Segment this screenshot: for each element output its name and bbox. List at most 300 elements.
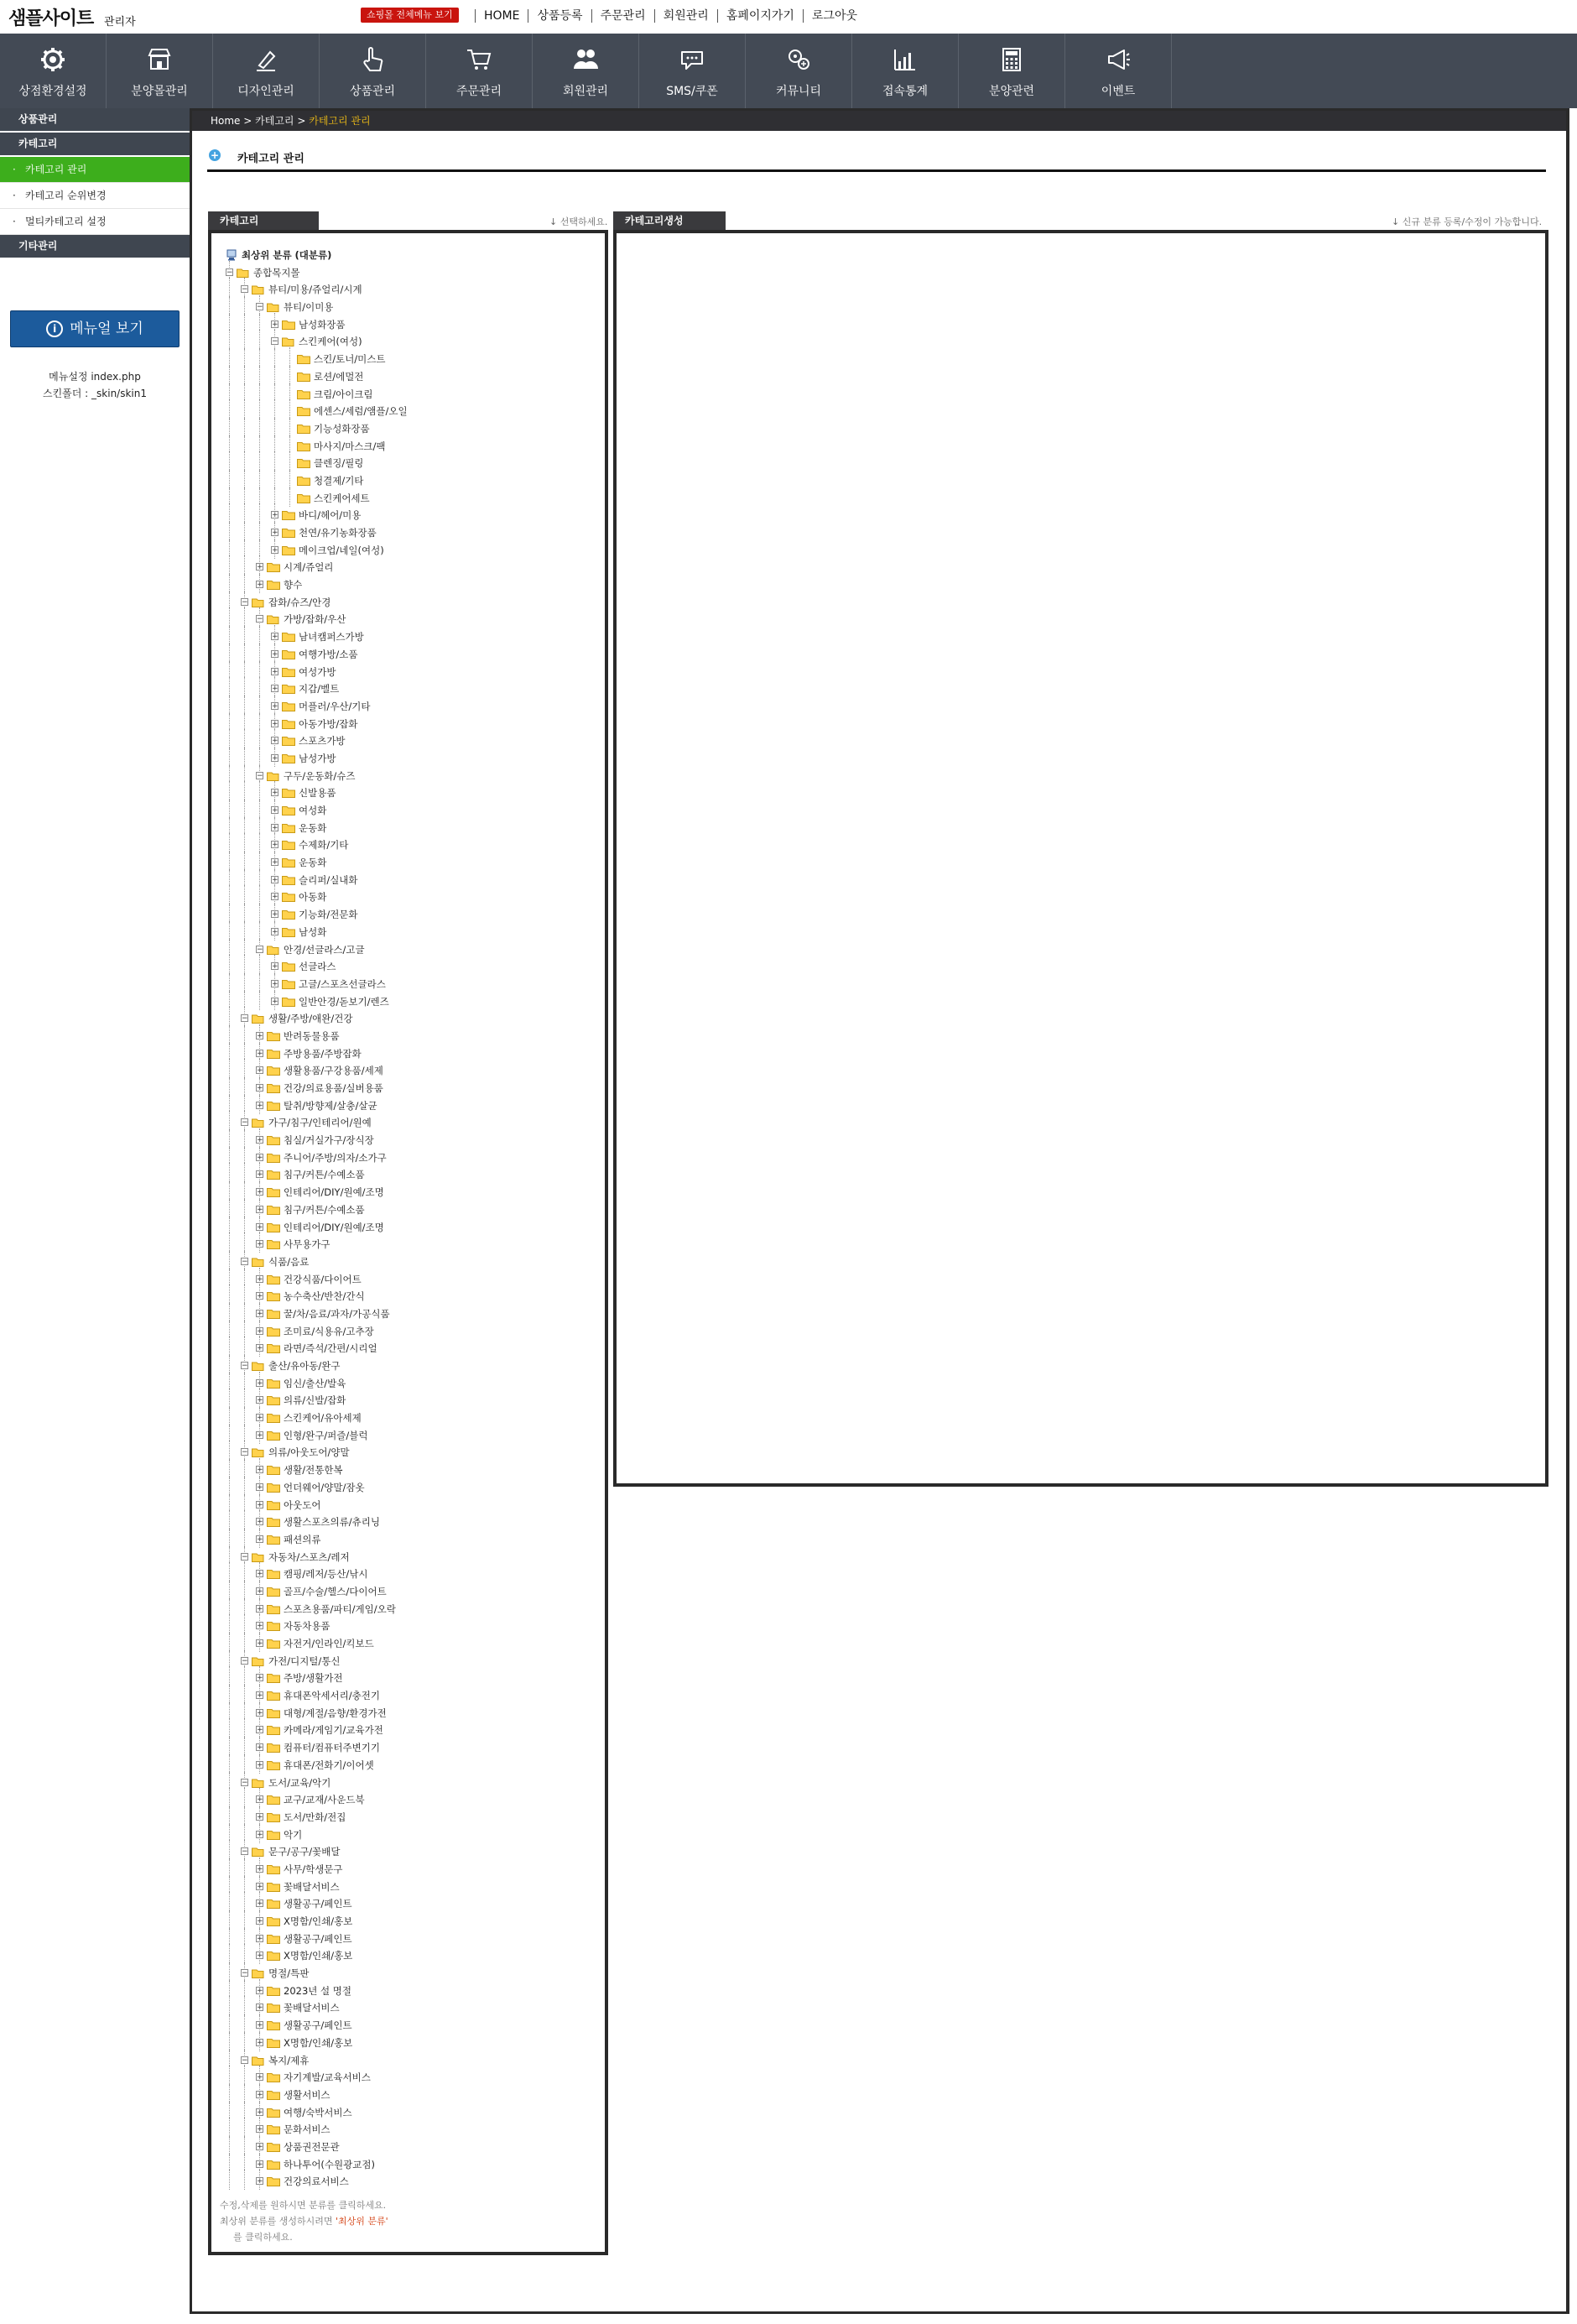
expand-toggle-icon[interactable]: + <box>257 2090 263 2099</box>
tree-node[interactable] <box>211 1010 605 1028</box>
tree-node[interactable] <box>211 1323 605 1341</box>
tree-node[interactable] <box>211 1219 605 1237</box>
collapse-toggle-icon[interactable]: − <box>257 771 263 780</box>
collapse-toggle-icon[interactable]: − <box>242 1118 248 1128</box>
collapse-toggle-icon[interactable]: − <box>257 303 263 312</box>
tree-node[interactable] <box>211 2087 605 2104</box>
nav-orders[interactable] <box>426 34 533 108</box>
folder-icon <box>267 1621 280 1631</box>
tree-node[interactable] <box>211 716 605 733</box>
tree-node[interactable] <box>211 2104 605 2122</box>
tree-node[interactable] <box>211 472 605 490</box>
tree-root[interactable] <box>211 247 605 264</box>
tree-node-label: X명함/인쇄/홍보 <box>284 2036 353 2049</box>
tree-node[interactable] <box>211 1670 605 1687</box>
expand-toggle-icon[interactable]: + <box>257 1274 263 1284</box>
tree-node[interactable] <box>211 2035 605 2052</box>
tree-node-label: 인형/완구/퍼즐/블럭 <box>284 1429 368 1441</box>
tree-node[interactable] <box>211 1340 605 1357</box>
tree-node-label: 침실/거실가구/장식장 <box>284 1134 374 1147</box>
tree-node[interactable] <box>211 594 605 612</box>
expand-toggle-icon[interactable]: + <box>272 719 278 728</box>
expand-toggle-icon[interactable]: + <box>257 1691 263 1701</box>
top-link-members[interactable]: 회원관리 <box>654 9 717 23</box>
top-link-product-register[interactable]: 상품등록 <box>528 9 591 23</box>
tree-node[interactable] <box>211 1271 605 1289</box>
tree-node[interactable] <box>211 420 605 438</box>
tree-node[interactable] <box>211 264 605 282</box>
expand-toggle-icon[interactable]: + <box>257 1066 263 1076</box>
users-icon <box>571 45 600 74</box>
expand-toggle-icon[interactable]: + <box>257 1917 263 1925</box>
top-link-home[interactable]: HOME <box>475 9 528 23</box>
collapse-toggle-icon[interactable]: − <box>242 1014 248 1024</box>
sidebar-item-multi-category[interactable] <box>0 209 190 235</box>
expand-toggle-icon[interactable]: + <box>257 1240 263 1249</box>
tree-node[interactable] <box>211 1253 605 1271</box>
tree-node[interactable] <box>211 386 605 404</box>
tree-node[interactable] <box>211 576 605 594</box>
tree-node[interactable] <box>211 976 605 993</box>
tree-node[interactable] <box>211 820 605 837</box>
folder-icon <box>282 719 295 729</box>
expand-toggle-icon[interactable]: + <box>272 962 278 972</box>
tree-node[interactable] <box>211 1635 605 1653</box>
expand-toggle-icon[interactable]: + <box>257 1622 263 1631</box>
expand-toggle-icon[interactable]: + <box>257 1170 263 1180</box>
expand-toggle-icon[interactable]: + <box>257 1031 263 1040</box>
tree-node[interactable] <box>211 2139 605 2156</box>
folder-icon <box>267 2142 280 2152</box>
tab-category[interactable]: 카테고리 <box>208 211 319 230</box>
tree-node-label: 여성화 <box>299 805 327 816</box>
expand-toggle-icon[interactable]: + <box>272 875 278 884</box>
folder-icon <box>267 1830 280 1840</box>
tree-node-label: 악기 <box>284 1828 303 1841</box>
nav-store-settings[interactable] <box>0 34 107 108</box>
tree-node-label: X명함/인쇄/홍보 <box>284 1950 353 1962</box>
expand-toggle-icon[interactable]: + <box>257 1726 263 1735</box>
top-link-logout[interactable]: 로그아웃 <box>803 9 866 23</box>
tree-guide-line <box>259 990 260 1010</box>
tree-node[interactable] <box>211 698 605 716</box>
expand-toggle-icon[interactable]: + <box>257 2073 263 2082</box>
tree-node[interactable] <box>211 1045 605 1063</box>
expand-toggle-icon[interactable]: + <box>272 979 278 988</box>
expand-toggle-icon[interactable]: + <box>257 1309 263 1318</box>
tree-node[interactable] <box>211 1809 605 1826</box>
tree-node[interactable] <box>211 1757 605 1774</box>
tree-node[interactable] <box>211 542 605 560</box>
tree-node[interactable] <box>211 1062 605 1080</box>
tree-node-label: 식품/음료 <box>268 1255 310 1268</box>
tree-guide-line <box>229 2170 230 2190</box>
expand-toggle-icon[interactable]: + <box>257 1795 263 1805</box>
tree-node[interactable] <box>211 1479 605 1497</box>
tree-node[interactable] <box>211 1166 605 1184</box>
tree-node[interactable] <box>211 1080 605 1097</box>
expand-toggle-icon[interactable]: + <box>257 1674 263 1683</box>
expand-toggle-icon[interactable]: + <box>272 649 278 659</box>
tree-node[interactable] <box>211 1462 605 1479</box>
expand-toggle-icon[interactable]: + <box>257 1518 263 1527</box>
nav-branch-related[interactable] <box>959 34 1065 108</box>
expand-toggle-icon[interactable]: + <box>257 1986 263 1995</box>
expand-toggle-icon[interactable]: + <box>272 997 278 1006</box>
expand-toggle-icon[interactable]: + <box>257 581 263 590</box>
view-all-menu-button[interactable]: 쇼핑몰 전체메뉴 보기 <box>361 8 459 23</box>
expand-toggle-icon[interactable]: + <box>272 701 278 711</box>
folder-open-icon <box>252 1778 265 1788</box>
tree-node[interactable] <box>211 1566 605 1583</box>
expand-toggle-icon[interactable]: + <box>257 1084 263 1092</box>
expand-toggle-icon[interactable]: + <box>272 858 278 868</box>
tree-node-label: 생활/전통한복 <box>284 1464 343 1477</box>
collapse-toggle-icon[interactable]: − <box>242 285 248 294</box>
tree-node[interactable] <box>211 1722 605 1739</box>
skin-folder-info: 스킨폴더 : _skin/skin1 <box>43 388 147 399</box>
expand-toggle-icon[interactable]: + <box>257 1500 263 1509</box>
nav-community[interactable] <box>746 34 852 108</box>
sidebar-section-category[interactable]: 카테고리 <box>0 133 190 157</box>
tree-node[interactable] <box>211 611 605 628</box>
expand-toggle-icon[interactable]: + <box>272 685 278 694</box>
expand-toggle-icon[interactable]: + <box>257 1101 263 1110</box>
sidebar-item-category-manage[interactable] <box>0 157 190 183</box>
tree-node[interactable] <box>211 1861 605 1878</box>
tree-node-label: 생활서비스 <box>284 2088 330 2101</box>
expand-toggle-icon[interactable]: + <box>257 1899 263 1909</box>
nav-statistics[interactable] <box>852 34 959 108</box>
collapse-toggle-icon[interactable]: − <box>226 268 233 277</box>
tree-node[interactable] <box>211 2121 605 2139</box>
tree-node[interactable] <box>211 438 605 456</box>
tree-node[interactable] <box>211 768 605 785</box>
top-link-orders[interactable]: 주문관리 <box>591 9 654 23</box>
expand-toggle-icon[interactable]: + <box>272 633 278 642</box>
expand-toggle-icon[interactable]: + <box>257 1708 263 1717</box>
tree-node[interactable] <box>211 1739 605 1757</box>
tree-node[interactable] <box>211 1878 605 1896</box>
expand-toggle-icon[interactable]: + <box>257 1830 263 1839</box>
expand-toggle-icon[interactable]: + <box>257 1812 263 1821</box>
folder-icon <box>267 1604 280 1614</box>
expand-toggle-icon[interactable]: + <box>272 320 278 329</box>
tree-node[interactable] <box>211 1114 605 1132</box>
expand-toggle-icon[interactable]: + <box>257 1222 263 1232</box>
tree-node[interactable] <box>211 281 605 299</box>
top-bar <box>0 0 1577 34</box>
expand-toggle-icon[interactable]: + <box>272 823 278 832</box>
tree-node-label: 건강식품/다이어트 <box>284 1273 362 1285</box>
folder-icon <box>282 528 295 538</box>
expand-toggle-icon[interactable]: + <box>257 1344 263 1353</box>
tree-node-label: X명함/인쇄/홍보 <box>284 1915 353 1927</box>
expand-toggle-icon[interactable]: + <box>272 910 278 920</box>
expand-toggle-icon[interactable]: + <box>257 1396 263 1405</box>
collapse-toggle-icon[interactable]: − <box>242 1552 248 1561</box>
tree-node[interactable] <box>211 1497 605 1514</box>
tree-node[interactable] <box>211 1028 605 1045</box>
tree-node[interactable] <box>211 836 605 854</box>
breadcrumb-home[interactable]: Home <box>211 115 241 127</box>
tree-node[interactable] <box>211 368 605 386</box>
expand-toggle-icon[interactable]: + <box>257 1639 263 1648</box>
tree-node[interactable] <box>211 1132 605 1149</box>
collapse-toggle-icon[interactable]: − <box>257 615 263 624</box>
nav-members[interactable] <box>533 34 639 108</box>
folder-icon <box>267 1066 280 1076</box>
tree-node[interactable] <box>211 888 605 906</box>
expand-toggle-icon[interactable]: + <box>257 2177 263 2186</box>
expand-toggle-icon[interactable]: + <box>257 563 263 572</box>
expand-toggle-icon[interactable]: + <box>257 1743 263 1753</box>
tree-node-label: 캠핑/레저/등산/낚시 <box>284 1568 368 1581</box>
tree-node[interactable] <box>211 958 605 976</box>
nav-design[interactable] <box>213 34 320 108</box>
tree-node-label: 주니어/주방/의자/소가구 <box>284 1151 387 1164</box>
expand-toggle-icon[interactable]: + <box>272 545 278 555</box>
tree-node[interactable] <box>211 299 605 316</box>
nav-events[interactable] <box>1065 34 1172 108</box>
expand-toggle-icon[interactable]: + <box>257 1292 263 1301</box>
tree-node[interactable] <box>211 1705 605 1722</box>
folder-icon <box>267 1187 280 1197</box>
tree-node-label: 생활스포츠의류/츄리닝 <box>284 1516 380 1529</box>
folder-icon <box>267 580 280 590</box>
folder-icon <box>267 1378 280 1389</box>
tree-node[interactable] <box>211 906 605 924</box>
megaphone-icon <box>1104 45 1132 74</box>
expand-toggle-icon[interactable]: + <box>272 511 278 520</box>
expand-toggle-icon[interactable]: + <box>272 667 278 676</box>
sidebar-section-etc[interactable]: 기타관리 <box>0 235 190 259</box>
tree-node-label: 의류/신발/잡화 <box>284 1394 346 1407</box>
tree-node[interactable] <box>211 1653 605 1670</box>
collapse-toggle-icon[interactable]: − <box>257 945 263 954</box>
collapse-toggle-icon[interactable]: − <box>242 1257 248 1266</box>
tree-node[interactable] <box>211 1531 605 1549</box>
tree-node[interactable] <box>211 1149 605 1167</box>
tree-node[interactable] <box>211 1687 605 1705</box>
tree-node[interactable] <box>211 872 605 889</box>
tree-node[interactable] <box>211 1983 605 2000</box>
tree-node-label: 탈취/방향제/살충/살균 <box>284 1099 377 1112</box>
folder-icon <box>282 545 295 555</box>
tree-node[interactable] <box>211 351 605 368</box>
expand-toggle-icon[interactable]: + <box>272 893 278 902</box>
tree-node[interactable] <box>211 1427 605 1445</box>
expand-toggle-icon[interactable]: + <box>257 1882 263 1891</box>
collapse-toggle-icon[interactable]: − <box>242 1656 248 1665</box>
nav-products[interactable] <box>320 34 426 108</box>
breadcrumb <box>211 111 371 131</box>
expand-toggle-icon[interactable]: + <box>257 2160 263 2169</box>
folder-open-icon <box>252 1552 265 1562</box>
tree-node[interactable] <box>211 1843 605 1861</box>
tree-node[interactable] <box>211 1999 605 2017</box>
tree-node[interactable] <box>211 1236 605 1253</box>
expand-toggle-icon[interactable]: + <box>272 841 278 850</box>
tree-node[interactable] <box>211 732 605 750</box>
folder-icon <box>267 1934 280 1944</box>
expand-toggle-icon[interactable]: + <box>257 1153 263 1162</box>
expand-toggle-icon[interactable]: + <box>257 1466 263 1475</box>
tree-node[interactable] <box>211 628 605 646</box>
tree-node[interactable] <box>211 524 605 542</box>
tree-node[interactable] <box>211 1549 605 1566</box>
expand-toggle-icon[interactable]: + <box>257 2021 263 2030</box>
expand-toggle-icon[interactable]: + <box>257 1760 263 1769</box>
nav-sms-coupon[interactable] <box>639 34 746 108</box>
tree-node[interactable] <box>211 1895 605 1913</box>
expand-toggle-icon[interactable]: + <box>272 789 278 798</box>
expand-toggle-icon[interactable]: + <box>272 927 278 936</box>
tree-node[interactable] <box>211 316 605 334</box>
expand-toggle-icon[interactable]: + <box>257 1482 263 1492</box>
folder-icon <box>297 441 310 451</box>
tree-node[interactable] <box>211 2017 605 2035</box>
breadcrumb-separator: > <box>297 115 306 127</box>
tree-node[interactable] <box>211 2173 605 2191</box>
tree-node[interactable] <box>211 1618 605 1635</box>
tree-node[interactable] <box>211 1913 605 1931</box>
tree-node[interactable] <box>211 993 605 1011</box>
tree-node[interactable] <box>211 941 605 959</box>
collapse-toggle-icon[interactable]: − <box>242 2056 248 2065</box>
folder-open-icon <box>252 1118 265 1128</box>
tree-node[interactable] <box>211 1288 605 1305</box>
tree-node[interactable] <box>211 1357 605 1375</box>
sidebar-item-category-order[interactable] <box>0 183 190 209</box>
tree-node[interactable] <box>211 559 605 576</box>
folder-icon <box>297 476 310 486</box>
collapse-toggle-icon[interactable]: − <box>242 1778 248 1787</box>
expand-toggle-icon[interactable]: + <box>257 2142 263 2151</box>
expand-toggle-icon[interactable]: + <box>272 753 278 763</box>
breadcrumb-category[interactable]: 카테고리 <box>255 115 294 127</box>
expand-toggle-icon[interactable]: + <box>257 1188 263 1197</box>
tree-node-label: 스킨케어세트 <box>314 492 370 504</box>
tree-node[interactable] <box>211 924 605 941</box>
collapse-toggle-icon[interactable]: − <box>242 1362 248 1370</box>
folder-icon <box>282 892 295 902</box>
expand-toggle-icon[interactable]: + <box>257 1570 263 1579</box>
tree-node[interactable] <box>211 1583 605 1601</box>
expand-toggle-icon[interactable]: + <box>257 1951 263 1961</box>
tree-node[interactable] <box>211 403 605 420</box>
expand-toggle-icon[interactable]: + <box>257 1326 263 1336</box>
folder-icon <box>282 805 295 815</box>
tree-node[interactable] <box>211 1601 605 1618</box>
tree-node[interactable] <box>211 646 605 664</box>
sidebar-section-products[interactable]: 상품관리 <box>0 108 190 133</box>
tree-node[interactable] <box>211 490 605 508</box>
expand-toggle-icon[interactable]: + <box>272 806 278 815</box>
tree-node[interactable] <box>211 2052 605 2070</box>
expand-toggle-icon[interactable]: + <box>257 2004 263 2013</box>
tree-node[interactable] <box>211 1184 605 1201</box>
nav-branch-mall[interactable] <box>107 34 213 108</box>
expand-toggle-icon[interactable]: + <box>257 1205 263 1214</box>
tree-node[interactable] <box>211 1791 605 1809</box>
tree-node[interactable] <box>211 1774 605 1792</box>
tree-node[interactable] <box>211 1392 605 1410</box>
collapse-toggle-icon[interactable]: − <box>242 597 248 607</box>
expand-toggle-icon[interactable]: + <box>257 1049 263 1058</box>
folder-icon <box>282 961 295 972</box>
folder-icon <box>267 2108 280 2118</box>
tree-node[interactable] <box>211 1305 605 1323</box>
expand-toggle-icon[interactable]: + <box>257 1430 263 1440</box>
expand-toggle-icon[interactable]: + <box>257 1604 263 1613</box>
folder-icon <box>267 562 280 572</box>
tree-node[interactable] <box>211 1965 605 1983</box>
tree-node[interactable] <box>211 333 605 351</box>
tree-node[interactable] <box>211 2069 605 2087</box>
nav-label: 상품관리 <box>349 85 396 98</box>
tree-node[interactable] <box>211 802 605 820</box>
tree-node[interactable] <box>211 455 605 472</box>
expand-toggle-icon[interactable]: + <box>257 1378 263 1388</box>
folder-open-icon <box>267 771 280 781</box>
tree-node-label: 아동가방/잡화 <box>299 717 358 730</box>
tree-node[interactable] <box>211 1947 605 1965</box>
collapse-toggle-icon[interactable]: − <box>242 1448 248 1457</box>
expand-toggle-icon[interactable]: + <box>257 1136 263 1145</box>
sidebar-item-label: 멀티카테고리 설정 <box>25 216 107 227</box>
tree-node[interactable] <box>211 1097 605 1115</box>
expand-toggle-icon[interactable]: + <box>257 1934 263 1943</box>
expand-toggle-icon[interactable]: + <box>272 737 278 746</box>
expand-toggle-icon[interactable]: + <box>257 2108 263 2117</box>
tree-node[interactable] <box>211 1931 605 1948</box>
tab-category-create[interactable]: 카테고리생성 <box>613 211 726 230</box>
tree-node[interactable] <box>211 784 605 802</box>
manual-button[interactable] <box>10 310 180 347</box>
tree-node[interactable] <box>211 1375 605 1393</box>
collapse-toggle-icon[interactable]: − <box>242 1847 248 1857</box>
top-link-homepage[interactable]: 홈페이지가기 <box>717 9 803 23</box>
expand-toggle-icon[interactable]: + <box>257 1864 263 1873</box>
tree-node[interactable] <box>211 1444 605 1462</box>
expand-toggle-icon[interactable]: + <box>272 529 278 537</box>
folder-icon <box>267 1812 280 1822</box>
manual-button-label: 메뉴얼 보기 <box>70 320 143 337</box>
tree-node[interactable] <box>211 854 605 872</box>
tree-node[interactable] <box>211 680 605 698</box>
folder-icon <box>282 510 295 520</box>
expand-toggle-icon[interactable]: + <box>257 2125 263 2134</box>
tree-node[interactable] <box>211 1826 605 1844</box>
tree-node[interactable] <box>211 507 605 524</box>
tree-node[interactable] <box>211 664 605 681</box>
expand-toggle-icon[interactable]: + <box>257 2038 263 2047</box>
expand-toggle-icon[interactable]: + <box>257 1587 263 1596</box>
tree-node[interactable] <box>211 1201 605 1219</box>
site-logo[interactable]: 샘플사이트 <box>8 8 94 29</box>
top-links <box>475 8 866 24</box>
expand-toggle-icon[interactable]: + <box>257 1414 263 1423</box>
tree-node[interactable] <box>211 1514 605 1531</box>
tree-node[interactable] <box>211 2156 605 2174</box>
collapse-toggle-icon[interactable]: − <box>242 1969 248 1978</box>
tree-node[interactable] <box>211 750 605 768</box>
collapse-toggle-icon[interactable]: − <box>272 337 278 347</box>
tree-node[interactable] <box>211 1410 605 1427</box>
expand-toggle-icon[interactable]: + <box>257 1535 263 1544</box>
folder-open-icon <box>237 268 250 278</box>
